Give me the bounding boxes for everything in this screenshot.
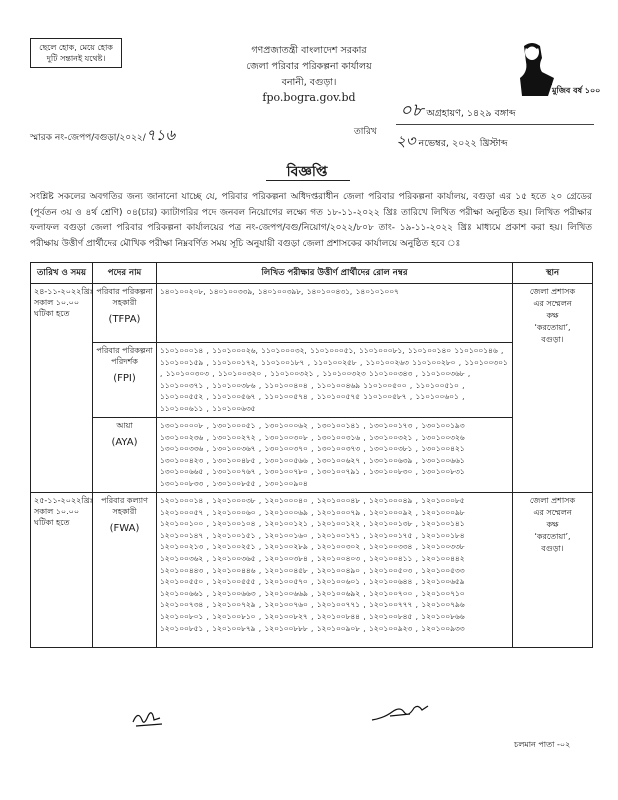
- venue-cell: [513, 284, 593, 493]
- table-header-row: [31, 263, 593, 284]
- exam-date: ২৪-১১-২০২২খ্রিঃ: [34, 287, 94, 296]
- memo-number: [30, 124, 175, 149]
- slogan-line-2: দুটি সন্তানই যথেষ্ট।: [46, 54, 106, 63]
- post-name: আয়া: [116, 421, 133, 430]
- venue-line: এর সম্মেলন: [533, 299, 572, 308]
- venue-line: কক্ষ: [546, 520, 559, 529]
- slogan-line-1: ছেলে হোক, মেয়ে হোক: [39, 43, 113, 52]
- exam-time: সকাল ১০.০০: [34, 298, 80, 307]
- exam-time-suffix: ঘটিকা হতে: [34, 518, 70, 527]
- notice-body: সংশ্লিষ্ট সকলের অবগতির জন্য জানানো যাচ্ছে যে, পরিবার পরিকল্পনা অধিদপ্তরাধীন জেলা পরিবার পরিকল্পনা কার্যালয়, বগুড়া এর ১৫ হতে ২০ গ্রেডের (পূর্বতন ৩য় ও ৪র্থ শ্রেণি) ০৪(চার) ক্যাটাগরির পদে জনবল নিয়োগের লক্ষ্যে গত ১৮-১১-২০২২ খ্রিঃ তারিখে লিখিত পরীক্ষা অনুষ্ঠিত হয়। লিখিত পরীক্ষার ফলাফল বগুড়া জেলা পরিবার পরিকল্পনা কার্যালয়ের পত্র নং-জেপপ/বগু/নিয়োগ/২০২২/৮০৮ তাং- ১৯-১১-২০২২ খ্রিঃ মাধ্যমে প্রকাশ করা হয়। লিখিত পরীক্ষায় উত্তীর্ণ প্রার্থীদের মৌখিক পরীক্ষা নিম্নবর্ণিত সময় সূচি অনুযায়ী বগুড়া জেলা প্রশাসকের কার্যালয়ে অনুষ্ঠিত হবে ঃ: [30, 192, 592, 249]
- date-label: তারিখ: [354, 127, 377, 137]
- english-date: [396, 130, 508, 155]
- roll-numbers: ১৩০১০০০০৮ , ১৩০১০০০৫১ , ১৩০১০০০৬২ , ১৩০১০০১৪১ , ১৩০১০০১৭৩ , ১৩০১০০১৯৩ ১৩০১০০২৩৬ , ১৩০১০০২৭২ , ১৩০১০০৩০৮ , ১৩০১০০৩১৬ , ১৩০১০০৩২১ , ১৩০১০০৩২৬ ১৩০১০০৩৩৬ , ১৩০১০০৩৬৭ , ১৩০১০০৩৭০ , ১৩০১০০৩৭৩ , ১৩০১০০৩৮১ , ১৩০১০০৪২১ ১৩০১০০৪২৩ , ১৩০১০০৪৮৫ , ১৩০১০০৫৬৬ , ১৩০১০০৬২৭ , ১৩০১০০৬৩৯ , ১৩০১০০৬৬১ ১৩০১০০৬৬৫ , ১৩০১০০৭৬৭ , ১৩০১০০৭৮০ , ১৩০১০০৭৯১ , ১৩০১০০৮৩০ , ১৩০১০০৮৩১ ১৩০১০০৮৩৩ , ১৩০১০০৮৫৫ , ১৩০১০০৯০৪: [157, 418, 513, 493]
- roll-numbers: ১১০১০০০১৪ , ১১০১০০০২৬, ১১০১০০০৩২, ১১০১০০০৫১, ১১০১০০০৮১, ১১০১০০১৪০ ১১০১০০১৪৬ , ১১০১০০১৫৯ , ১১০১০০১৭২, ১১০১০০১৮৭ , ১১০১০০২৫৮ , ১১০১০০২৬৩ ১১০১০০২৮০ , ১১০১০০৩০১ , ১১০১০০৩০৩ , ১১০১০০৩২০ , ১১০১০০৩২১ , ১১০১০০৩২৩ ১১০১০০৩৪৩ , ১১০১০০৩৬৮ , ১১০১০০৩৭১ , ১১০১০০৩৮৬ , ১১০১০০৪০৪ , ১১০১০০৪৬৯ ১১০১০০৫০০ , ১১০১০০৫১০ , ১১০১০০৫৫২ , ১১০১০০৫৬৭ , ১১০১০০৫৭৪ , ১১০১০০৫৭৫ ১১০১০০৫৮৭ , ১১০১০০৬০১ , ১১০১০০৬১১ , ১১০১০০৬৩৫: [157, 343, 513, 418]
- venue-line: ‘করতোয়া’,: [534, 532, 571, 541]
- post-cell: [93, 493, 157, 648]
- date-cell: [31, 284, 93, 493]
- header-office: জেলা পরিবার পরিকল্পনা কার্যালয়: [246, 61, 372, 72]
- signature-initials: [130, 706, 166, 730]
- post-name: পরিবার পরিকল্পনা সহকারী: [96, 287, 153, 307]
- post-code: (FPI): [113, 373, 136, 384]
- exam-time-suffix: ঘটিকা হতে: [34, 309, 70, 318]
- header-website: fpo.bogra.gov.bd: [262, 91, 356, 104]
- header-government: গণপ্রজাতন্ত্রী বাংলাদেশ সরকার: [251, 45, 367, 56]
- venue-line: বগুড়া।: [541, 544, 564, 553]
- venue-line: বগুড়া।: [541, 335, 564, 344]
- bangla-date: [400, 96, 516, 127]
- post-cell: [93, 418, 157, 493]
- header-address: বনানী, বগুড়া।: [281, 77, 337, 88]
- continued-page-note: চলমান পাতা -০২: [514, 740, 571, 749]
- venue-line: এর সম্মেলন: [533, 508, 572, 517]
- venue-line: জেলা প্রশাসক: [529, 496, 576, 505]
- header-date-time: তারিখ ও সময়: [31, 263, 93, 284]
- venue-line: ‘করতোয়া’,: [534, 323, 571, 332]
- english-month-year: নভেম্বর, ২০২২ খ্রিস্টাব্দ: [418, 138, 508, 149]
- exam-time: সকাল ১০.০০: [34, 507, 80, 516]
- header-post-name: পদের নাম: [93, 263, 157, 284]
- venue-line: জেলা প্রশাসক: [529, 287, 576, 296]
- post-cell: [93, 343, 157, 418]
- emblem-label: মুজিব বর্ষ ১০০: [552, 86, 601, 95]
- bangla-month-year: অগ্রহায়ণ, ১৪২৯ বঙ্গাব্দ: [426, 108, 516, 119]
- header-venue: স্থান: [513, 263, 593, 284]
- memo-prefix: স্মারক নং-জেপপ/বগুড়া/২০২২/: [30, 133, 146, 143]
- english-day: ২৩: [396, 132, 416, 150]
- schedule-table: [30, 262, 593, 648]
- post-name: পরিবার কল্যাণ সহকারী: [101, 496, 148, 516]
- table-row: [31, 343, 593, 418]
- roll-numbers: ১২০১০০০১৪ , ১২০১০০০৩৮ , ১২০১০০০৪০ , ১২০১০০০৪৮ , ১২০১০০০৪৯ , ১২০১০০০৮৫ ১২০১০০০৫৭ , ১২০১০০০৬০ , ১২০১০০০৬৯ , ১২০১০০০৭৯ , ১২০১০০০৯২ , ১২০১০০০৯৮ ১২০১০০১০০ , ১২০১০০১০৪ , ১২০১০০১২১ , ১২০১০০১২২ , ১২০১০০১৩৮ , ১২০১০০১৪১ ১২০১০০১৪৭ , ১২০১০০১৫১ , ১২০১০০১৬০ , ১২০১০০১৭১ , ১২০১০০১৭৫ , ১২০১০০১৮৪ ১২০১০০২১৩ , ১২০১০০২৫১ , ১২০১০০২৮৯ , ১২০১০০৩০২ , ১২০১০০৩৩৪ , ১২০১০০৩৩৮ ১২০১০০৩৬২ , ১২০১০০৩৬৫ , ১২০১০০৩৮৪ , ১২০১০০৪০৩ , ১২০১০০৪১১ , ১২০১০০৪৪২ ১২০১০০৪৪৩ , ১২০১০০৪৪৬ , ১২০১০০৪৫৮ , ১২০১০০৪৯০ , ১২০১০০৫০৩ , ১২০১০০৫৩৩ ১২০১০০৫৫০ , ১২০১০০৫৫৫ , ১২০১০০৫৭০ , ১২০১০০৬০১ , ১২০১০০৬৪৪ , ১২০১০০৬৫৯ ১২০১০০৬৬১ , ১২০১০০৬৬৩ , ১২০১০০৬৬৯ , ১২০১০০৬৯২ , ১২০১০০৭০০ , ১২০১০০৭১০ ১২০১০০৭৩৪ , ১২০১০০৭২৯ , ১২০১০০৭৬০ , ১২০১০০৭৭১ , ১২০১০০৭৭৭ , ১২০১০০৭৯৬ ১২০১০০৮০১ , ১২০১০০৮১০ , ১২০১০০৮২৭ , ১২০১০০৮৪৪ , ১২০১০০৮৪৫ , ১২০১০০৮৬৬ ১২০১০০৮৫১ , ১২০১০০৮৭৯ , ১২০১০০৮৮৮ , ১২০১০০৯০৮ , ১২০১০০৯২৩ , ১২০১০০৯৩৩: [157, 493, 513, 648]
- table-row: [31, 284, 593, 343]
- mujib-borsho-emblem: [518, 38, 601, 102]
- roll-numbers: ১৪০১০০২০৮, ১৪০১০০৩৩৯, ১৪০১০০৩৯৮, ১৪০১০০৪৩১, ১৪০১০১০০৭: [157, 284, 513, 343]
- post-cell: [93, 284, 157, 343]
- slogan-box: [30, 38, 122, 68]
- date-divider: [396, 124, 594, 125]
- bangla-day: ০৮: [400, 100, 424, 121]
- date-cell: [31, 493, 93, 648]
- memo-handwritten-number: ৭১৬: [145, 126, 176, 144]
- post-code: (AYA): [111, 437, 138, 448]
- venue-line: কক্ষ: [546, 311, 559, 320]
- notice-title-underline: [266, 180, 350, 181]
- post-name: পরিবার পরিকল্পনা পরিদর্শক: [96, 346, 153, 366]
- notice-title: বিজ্ঞপ্তি: [286, 164, 328, 180]
- table-row: [31, 418, 593, 493]
- signature-officer: [370, 700, 430, 724]
- post-code: (FWA): [109, 523, 140, 534]
- table-row: [31, 493, 593, 648]
- header-roll-numbers: লিখিত পরীক্ষার উত্তীর্ণ প্রার্থীদের রোল নম্বর: [157, 263, 513, 284]
- post-code: (TFPA): [108, 314, 141, 325]
- venue-cell: [513, 493, 593, 648]
- exam-date: ২৫-১১-২০২২খ্রিঃ: [34, 496, 94, 505]
